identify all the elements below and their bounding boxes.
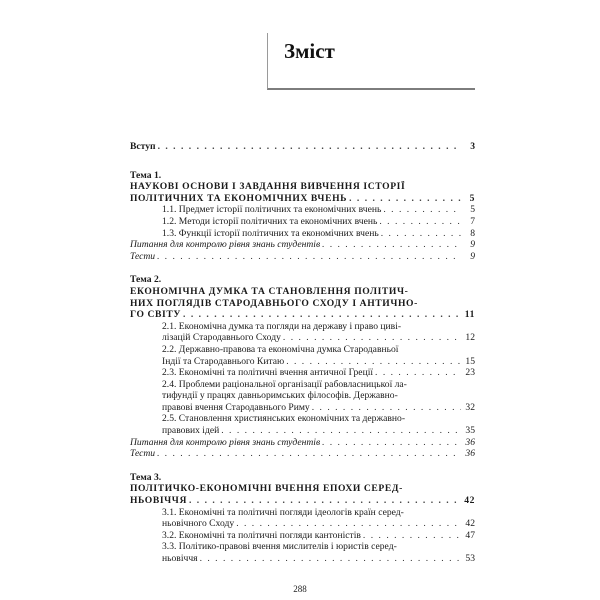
toc-entry-page: 23 [465,367,475,379]
dot-leader [379,216,461,228]
toc-entry-label: 3.2. Економічні та політичні погляди кантоністів [162,529,361,541]
table-of-contents [130,141,475,565]
toc-entry-page: 9 [470,250,475,262]
dot-leader [158,141,461,153]
dot-leader [349,193,461,205]
toc-entry-tests[interactable] [130,251,475,263]
toc-entry[interactable] [130,367,475,379]
toc-entry-page: 32 [465,401,475,413]
theme-title-line: ПОЛІТИЧНИХ ТА ЕКОНОМІЧНИХ ВЧЕНЬ [130,192,348,204]
toc-entry-page: 35 [465,425,475,437]
toc-entry[interactable] [130,216,475,228]
theme-title-line[interactable]: НАУКОВІ ОСНОВИ І ЗАВДАННЯ ВИВЧЕННЯ ІСТОРІЇ [130,181,406,193]
dot-leader [286,356,461,368]
dot-leader [157,448,461,460]
toc-entry[interactable] [130,228,475,240]
toc-entry-page: 5 [469,192,475,204]
toc-entry[interactable] [130,553,475,565]
toc-entry-line[interactable]: 3.3. Політико-правові вчення мислителів і юристів серед- [162,541,397,553]
toc-entry[interactable] [130,402,475,414]
dot-leader [236,518,461,530]
toc-entry-label: правових ідей [162,425,220,437]
toc-entry-line[interactable]: тифундії у працях давньоримських філософів. Державно- [162,390,398,402]
toc-entry-page: 3 [470,141,475,152]
toc-entry-line[interactable]: 3.1. Економічні та політичні погляди ідеологів країн серед- [162,506,404,518]
toc-entry-label: правові вчення Стародавнього Риму [162,401,310,413]
dot-leader [322,437,461,449]
toc-entry-questions[interactable] [130,437,475,449]
toc-entry-label: лізацій Стародавнього Сходу [162,332,281,344]
toc-entry-line[interactable]: 2.5. Становлення християнських економічних та державно- [162,413,406,425]
dot-leader [283,332,461,344]
theme-title-line[interactable]: ЕКОНОМІЧНА ДУМКА ТА СТАНОВЛЕННЯ ПОЛІТИЧ- [130,285,409,297]
toc-entry-page: 47 [465,529,475,541]
dot-leader [183,309,461,321]
theme-title-line: НЬОВІЧЧЯ [130,495,187,507]
page-title: Зміст [284,39,335,63]
toc-entry[interactable] [130,356,475,368]
dot-leader [221,425,461,437]
toc-entry-page: 42 [464,495,475,507]
toc-entry-questions[interactable] [130,239,475,251]
toc-entry-tests[interactable] [130,448,475,460]
toc-entry-page: 7 [470,215,475,227]
toc-entry[interactable] [130,204,475,216]
dot-leader [363,530,461,542]
toc-entry-label: ньовічного Сходу [162,518,235,530]
toc-entry-page: 9 [470,239,475,251]
toc-entry-line[interactable]: 2.4. Проблеми раціональної організації рабовласницької ла- [162,378,407,390]
theme-title-entry[interactable] [130,193,475,205]
toc-entry-line[interactable]: 2.2. Державно-правова та економічна думка Стародавньої [162,343,399,355]
toc-entry-label: Індії та Стародавнього Китаю [162,355,285,367]
theme-title-line[interactable]: НИХ ПОГЛЯДІВ СТАРОДАВНЬОГО СХОДУ І АНТИЧНО- [130,297,418,309]
toc-entry-intro[interactable] [130,141,475,153]
toc-entry[interactable] [130,518,475,530]
theme-title-line: ГО СВІТУ [130,309,182,321]
toc-entry-label: Питання для контролю рівня знань студентів [130,239,321,251]
toc-entry[interactable] [130,425,475,437]
dot-leader [200,553,461,565]
dot-leader [157,251,461,263]
toc-entry-page: 53 [465,553,475,564]
toc-entry-label: 1.3. Функції історії політичних та економічних вчень [162,227,379,239]
dot-leader [381,228,461,240]
theme-heading: Тема 2. [130,274,162,286]
theme-title-entry[interactable] [130,309,475,321]
toc-entry-label: Вступ [130,141,156,152]
toc-entry-page: 15 [465,355,475,367]
toc-entry-page: 8 [470,227,475,239]
dot-leader [322,239,461,251]
toc-entry-label: Тести [130,448,156,460]
title-box [267,33,475,90]
toc-entry-page: 36 [465,436,475,448]
page-number: 288 [293,584,307,594]
toc-entry[interactable] [130,332,475,344]
toc-entry-page: 42 [465,518,475,530]
theme-title-entry[interactable] [130,495,475,507]
toc-entry-label: 1.1. Предмет історії політичних та економічних вчень [162,204,382,216]
toc-entry-line[interactable]: 2.1. Економічна думка та погляди на державу і право циві- [162,320,402,332]
toc-entry-label: 2.3. Економічні та політичні вчення античної Греції [162,367,374,379]
dot-leader [312,402,461,414]
dot-leader [375,367,461,379]
theme-heading: Тема 1. [130,169,162,181]
toc-entry[interactable] [130,530,475,542]
toc-entry-label: 1.2. Методи історії політичних та економічних вчень [162,215,378,227]
toc-entry-label: ньовіччя [162,553,198,564]
toc-entry-page: 36 [465,448,475,460]
toc-entry-page: 5 [470,204,475,216]
toc-entry-label: Питання для контролю рівня знань студентів [130,436,321,448]
dot-leader [383,204,461,216]
theme-heading: Тема 3. [130,471,162,483]
theme-title-line[interactable]: ПОЛІТИЧКО-ЕКОНОМІЧНІ ВЧЕННЯ ЕПОХИ СЕРЕД- [130,483,403,495]
toc-entry-label: Тести [130,250,156,262]
toc-entry-page: 12 [465,332,475,344]
dot-leader [189,495,461,507]
toc-entry-page: 11 [464,309,475,321]
